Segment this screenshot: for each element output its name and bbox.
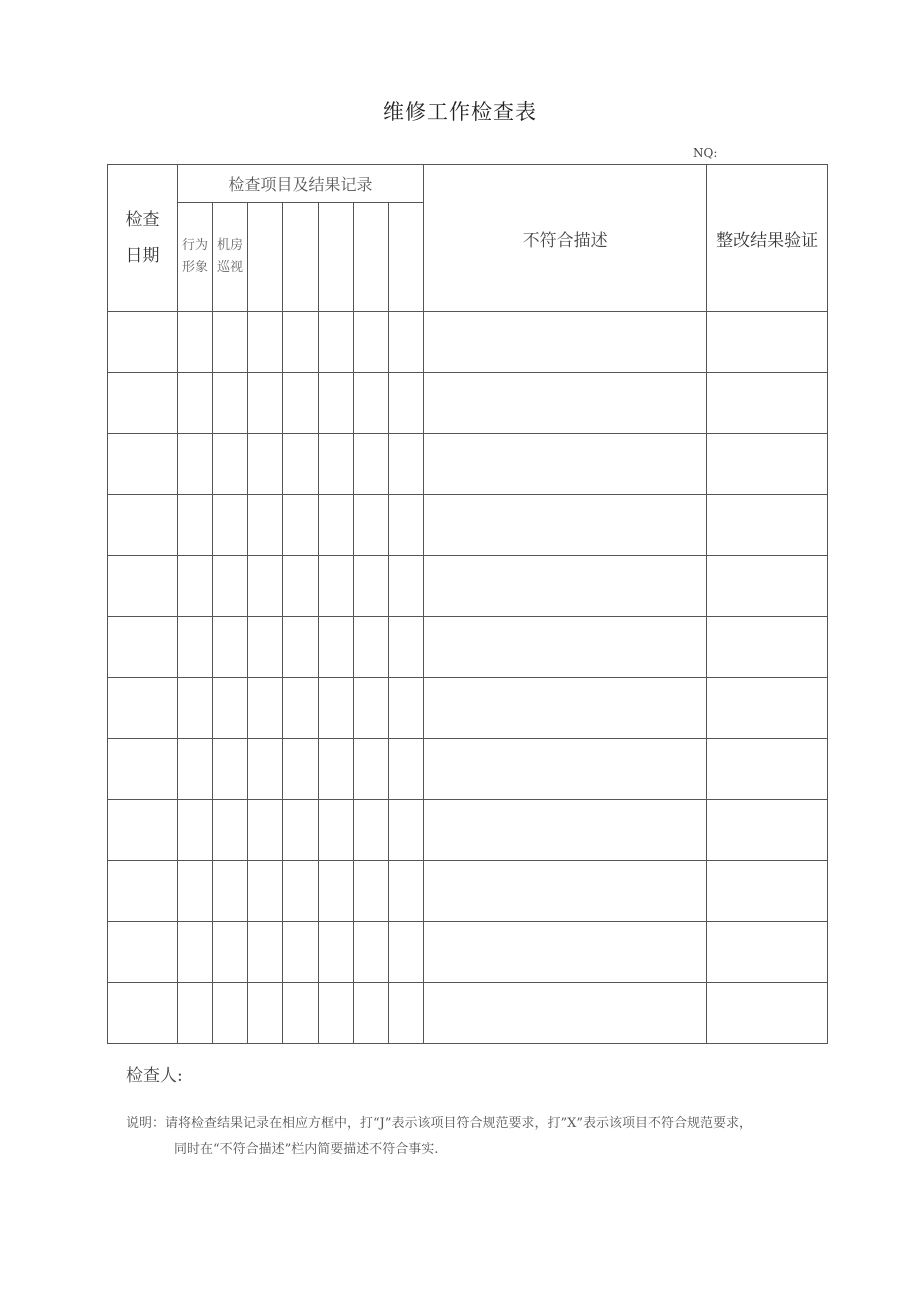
item-header xyxy=(283,203,319,312)
item-cell[interactable] xyxy=(283,495,319,556)
item-cell[interactable] xyxy=(248,556,283,617)
description-cell[interactable] xyxy=(424,373,707,434)
item-cell[interactable] xyxy=(178,922,213,983)
table-row xyxy=(108,983,828,1044)
item-cell[interactable] xyxy=(248,983,283,1044)
item-cell[interactable] xyxy=(178,312,213,373)
date-cell[interactable] xyxy=(108,312,178,373)
item-cell[interactable] xyxy=(389,739,424,800)
description-cell[interactable] xyxy=(424,983,707,1044)
item-cell[interactable] xyxy=(213,861,248,922)
item-cell[interactable] xyxy=(283,556,319,617)
item-cell[interactable] xyxy=(213,678,248,739)
form-number-label: NQ: xyxy=(693,146,718,160)
item-header xyxy=(354,203,389,312)
verification-cell[interactable] xyxy=(707,495,828,556)
item-cell[interactable] xyxy=(283,861,319,922)
item-cell[interactable] xyxy=(248,495,283,556)
item-cell[interactable] xyxy=(319,434,354,495)
item-cell[interactable] xyxy=(178,678,213,739)
item-cell[interactable] xyxy=(354,800,389,861)
item-cell[interactable] xyxy=(354,678,389,739)
item-cell[interactable] xyxy=(178,983,213,1044)
verification-cell[interactable] xyxy=(707,983,828,1044)
table-row xyxy=(108,556,828,617)
item-cell[interactable] xyxy=(354,739,389,800)
item-cell[interactable] xyxy=(283,739,319,800)
item-cell[interactable] xyxy=(354,983,389,1044)
item-header-line2: 形象 xyxy=(181,260,208,275)
item-cell[interactable] xyxy=(354,434,389,495)
table-row xyxy=(108,678,828,739)
table-row xyxy=(108,800,828,861)
date-cell[interactable] xyxy=(108,617,178,678)
item-cell[interactable] xyxy=(178,373,213,434)
nonconformity-description-header: 不符合描述 xyxy=(424,165,707,312)
item-cell[interactable] xyxy=(178,861,213,922)
item-cell[interactable] xyxy=(319,617,354,678)
table-row xyxy=(108,861,828,922)
item-cell[interactable] xyxy=(178,617,213,678)
rectification-verification-header: 整改结果验证 xyxy=(707,165,828,312)
page-title: 维修工作检查表 xyxy=(383,100,537,124)
item-cell[interactable] xyxy=(389,983,424,1044)
date-cell[interactable] xyxy=(108,678,178,739)
verification-cell[interactable] xyxy=(707,800,828,861)
item-cell[interactable] xyxy=(248,617,283,678)
item-header xyxy=(178,203,213,312)
item-cell[interactable] xyxy=(213,312,248,373)
item-cell[interactable] xyxy=(283,617,319,678)
item-cell[interactable] xyxy=(354,373,389,434)
item-cell[interactable] xyxy=(319,678,354,739)
item-cell[interactable] xyxy=(319,739,354,800)
description-cell[interactable] xyxy=(424,434,707,495)
date-cell[interactable] xyxy=(108,983,178,1044)
description-cell[interactable] xyxy=(424,739,707,800)
item-cell[interactable] xyxy=(213,922,248,983)
table-row xyxy=(108,739,828,800)
item-cell[interactable] xyxy=(178,495,213,556)
inspection-table xyxy=(107,164,828,1044)
item-header xyxy=(319,203,354,312)
item-cell[interactable] xyxy=(389,861,424,922)
table-body xyxy=(108,165,828,1044)
item-cell[interactable] xyxy=(354,495,389,556)
date-cell[interactable] xyxy=(108,495,178,556)
date-cell[interactable] xyxy=(108,800,178,861)
verification-cell[interactable] xyxy=(707,617,828,678)
item-cell[interactable] xyxy=(213,495,248,556)
item-cell[interactable] xyxy=(319,983,354,1044)
table-row xyxy=(108,617,828,678)
table-row xyxy=(108,312,828,373)
item-header-line2: 巡视 xyxy=(216,260,243,275)
item-cell[interactable] xyxy=(248,434,283,495)
description-cell[interactable] xyxy=(424,800,707,861)
item-cell[interactable] xyxy=(389,373,424,434)
item-cell[interactable] xyxy=(248,739,283,800)
table-row xyxy=(108,434,828,495)
description-cell[interactable] xyxy=(424,556,707,617)
note-line1: 说明：请将检查结果记录在相应方框中，打“J”表示该项目符合规范要求，打”X”表示该项目不符合规范要求， xyxy=(126,1116,753,1131)
item-cell[interactable] xyxy=(283,800,319,861)
item-cell[interactable] xyxy=(354,617,389,678)
verification-cell[interactable] xyxy=(707,556,828,617)
item-cell[interactable] xyxy=(283,678,319,739)
item-cell[interactable] xyxy=(319,861,354,922)
item-cell[interactable] xyxy=(389,434,424,495)
description-cell[interactable] xyxy=(424,678,707,739)
item-cell[interactable] xyxy=(248,861,283,922)
verification-cell[interactable] xyxy=(707,861,828,922)
item-cell[interactable] xyxy=(354,556,389,617)
item-cell[interactable] xyxy=(319,373,354,434)
date-cell[interactable] xyxy=(108,556,178,617)
item-header xyxy=(389,203,424,312)
item-cell[interactable] xyxy=(213,983,248,1044)
header-row-1 xyxy=(108,165,828,203)
date-header-line1: 检查 xyxy=(125,210,160,230)
description-cell[interactable] xyxy=(424,495,707,556)
item-cell[interactable] xyxy=(248,373,283,434)
date-header-line2: 日期 xyxy=(125,246,160,266)
item-header-line1: 机房 xyxy=(216,238,243,253)
item-cell[interactable] xyxy=(319,495,354,556)
item-cell[interactable] xyxy=(389,617,424,678)
item-cell[interactable] xyxy=(283,312,319,373)
item-cell[interactable] xyxy=(283,922,319,983)
item-cell[interactable] xyxy=(248,800,283,861)
item-cell[interactable] xyxy=(319,556,354,617)
item-cell[interactable] xyxy=(178,800,213,861)
item-cell[interactable] xyxy=(283,983,319,1044)
verification-cell[interactable] xyxy=(707,678,828,739)
item-cell[interactable] xyxy=(178,556,213,617)
item-cell[interactable] xyxy=(389,800,424,861)
item-cell[interactable] xyxy=(319,922,354,983)
item-cell[interactable] xyxy=(354,922,389,983)
date-cell[interactable] xyxy=(108,861,178,922)
item-header xyxy=(248,203,283,312)
item-cell[interactable] xyxy=(354,861,389,922)
item-cell[interactable] xyxy=(213,739,248,800)
date-cell[interactable] xyxy=(108,922,178,983)
item-cell[interactable] xyxy=(248,678,283,739)
item-cell[interactable] xyxy=(389,678,424,739)
item-cell[interactable] xyxy=(248,922,283,983)
item-cell[interactable] xyxy=(389,556,424,617)
item-cell[interactable] xyxy=(319,800,354,861)
item-cell[interactable] xyxy=(283,373,319,434)
date-header xyxy=(108,165,178,312)
description-cell[interactable] xyxy=(424,861,707,922)
item-cell[interactable] xyxy=(178,434,213,495)
item-cell[interactable] xyxy=(319,312,354,373)
verification-cell[interactable] xyxy=(707,922,828,983)
item-cell[interactable] xyxy=(213,373,248,434)
verification-cell[interactable] xyxy=(707,312,828,373)
date-cell[interactable] xyxy=(108,373,178,434)
date-cell[interactable] xyxy=(108,434,178,495)
table-row xyxy=(108,922,828,983)
verification-cell[interactable] xyxy=(707,434,828,495)
description-cell[interactable] xyxy=(424,312,707,373)
table-row xyxy=(108,373,828,434)
item-cell[interactable] xyxy=(389,495,424,556)
item-cell[interactable] xyxy=(283,434,319,495)
item-cell[interactable] xyxy=(213,556,248,617)
item-cell[interactable] xyxy=(389,312,424,373)
item-cell[interactable] xyxy=(213,434,248,495)
verification-cell[interactable] xyxy=(707,373,828,434)
date-cell[interactable] xyxy=(108,739,178,800)
item-cell[interactable] xyxy=(248,312,283,373)
item-cell[interactable] xyxy=(213,617,248,678)
instructions-note xyxy=(126,1111,831,1163)
note-line2: 同时在“不符合描述”栏内简要描述不符合事实. xyxy=(174,1142,439,1157)
item-cell[interactable] xyxy=(178,739,213,800)
inspection-items-group-header: 检查项目及结果记录 xyxy=(178,165,424,203)
item-header-line1: 行为 xyxy=(181,238,208,253)
verification-cell[interactable] xyxy=(707,739,828,800)
item-header xyxy=(213,203,248,312)
description-cell[interactable] xyxy=(424,922,707,983)
description-cell[interactable] xyxy=(424,617,707,678)
item-cell[interactable] xyxy=(389,922,424,983)
item-cell[interactable] xyxy=(213,800,248,861)
item-cell[interactable] xyxy=(354,312,389,373)
inspector-label: 检查人: xyxy=(126,1066,183,1086)
table-row xyxy=(108,495,828,556)
